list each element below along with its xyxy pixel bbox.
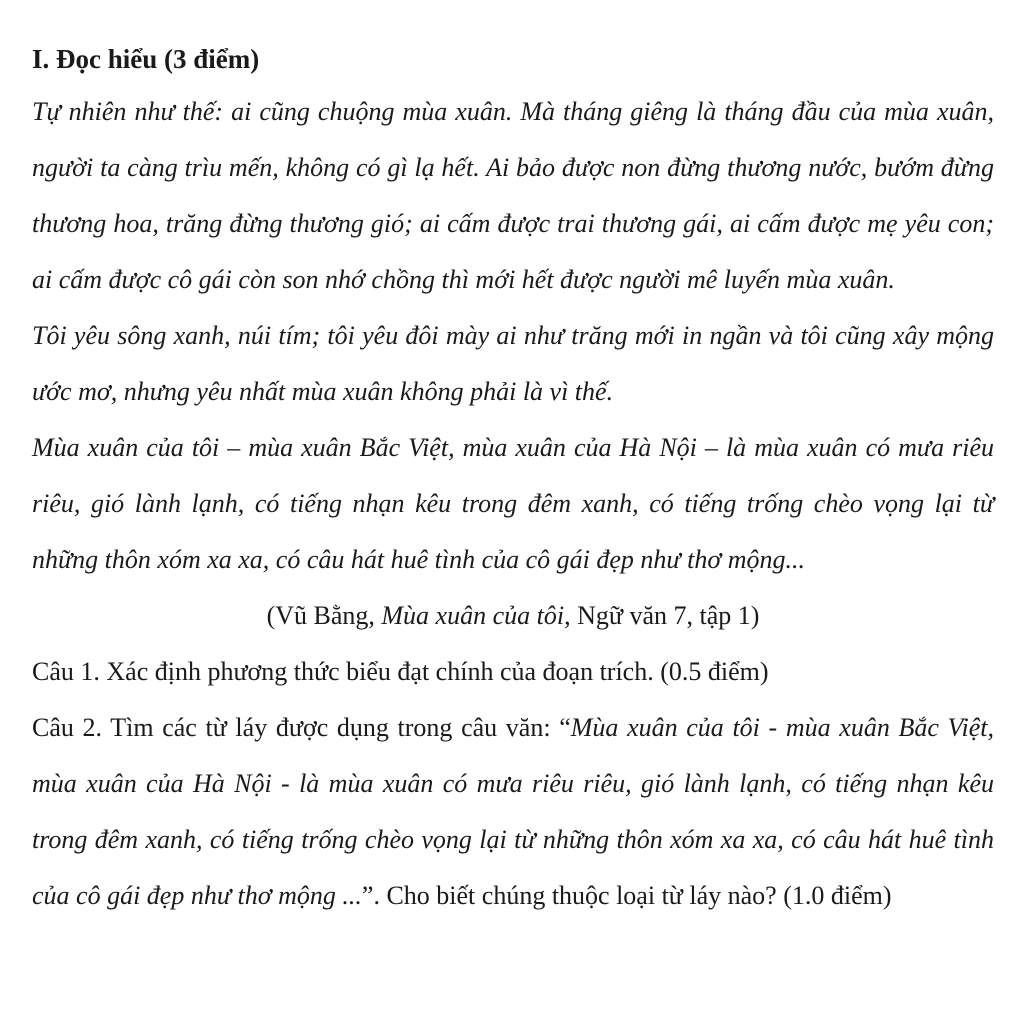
passage-source — [32, 588, 994, 644]
question-1: Câu 1. Xác định phương thức biểu đạt chính của đoạn trích. (0.5 điểm) — [32, 657, 769, 686]
section-title: I. Đọc hiểu (3 điểm) — [32, 44, 260, 74]
question-2-tail: ”. Cho biết chúng thuộc loại từ láy nào? (1.0 điểm) — [361, 881, 892, 910]
passage-paragraph-2: Tôi yêu sông xanh, núi tím; tôi yêu đôi mày ai như trăng mới in ngần và tôi cũng xây mộng ước mơ, nhưng yêu nhất mùa xuân không phải là vì thế. — [32, 321, 994, 406]
passage-paragraph-3: Mùa xuân của tôi – mùa xuân Bắc Việt, mùa xuân của Hà Nội – là mùa xuân có mưa riêu riêu, gió lành lạnh, có tiếng nhạn kêu trong đêm xanh, có tiếng trống chèo vọng lại từ những thôn xóm xa xa, có câu hát huê tình của cô gái đẹp như thơ mộng... — [32, 433, 994, 574]
passage-paragraph-1: Tự nhiên như thế: ai cũng chuộng mùa xuân. Mà tháng giêng là tháng đầu của mùa xuân, người ta càng trìu mến, không có gì lạ hết. Ai bảo được non đừng thương nước, bướm đừng thương hoa, trăng đừng thương gió; ai cấm được trai thương gái, ai cấm được mẹ yêu con; ai cấm được cô gái còn son nhớ chồng thì mới hết được người mê luyến mùa xuân. — [32, 97, 994, 294]
source-book: , Ngữ văn 7, tập 1) — [564, 601, 760, 630]
source-work-title: Mùa xuân của tôi — [381, 601, 565, 630]
question-2 — [32, 700, 994, 924]
source-author: (Vũ Bằng, — [266, 601, 382, 630]
question-2-quote: Mùa xuân của tôi - mùa xuân Bắc Việt, mùa xuân của Hà Nội - là mùa xuân có mưa riêu riêu, gió lành lạnh, có tiếng nhạn kêu trong đêm xanh, có tiếng trống chèo vọng lại từ những thôn xóm xa xa, có câu hát huê tình của cô gái đẹp như thơ mộng ... — [32, 713, 994, 910]
question-2-lead: Câu 2. Tìm các từ láy được dụng trong câu văn: “ — [32, 713, 571, 742]
document-page — [32, 34, 994, 924]
